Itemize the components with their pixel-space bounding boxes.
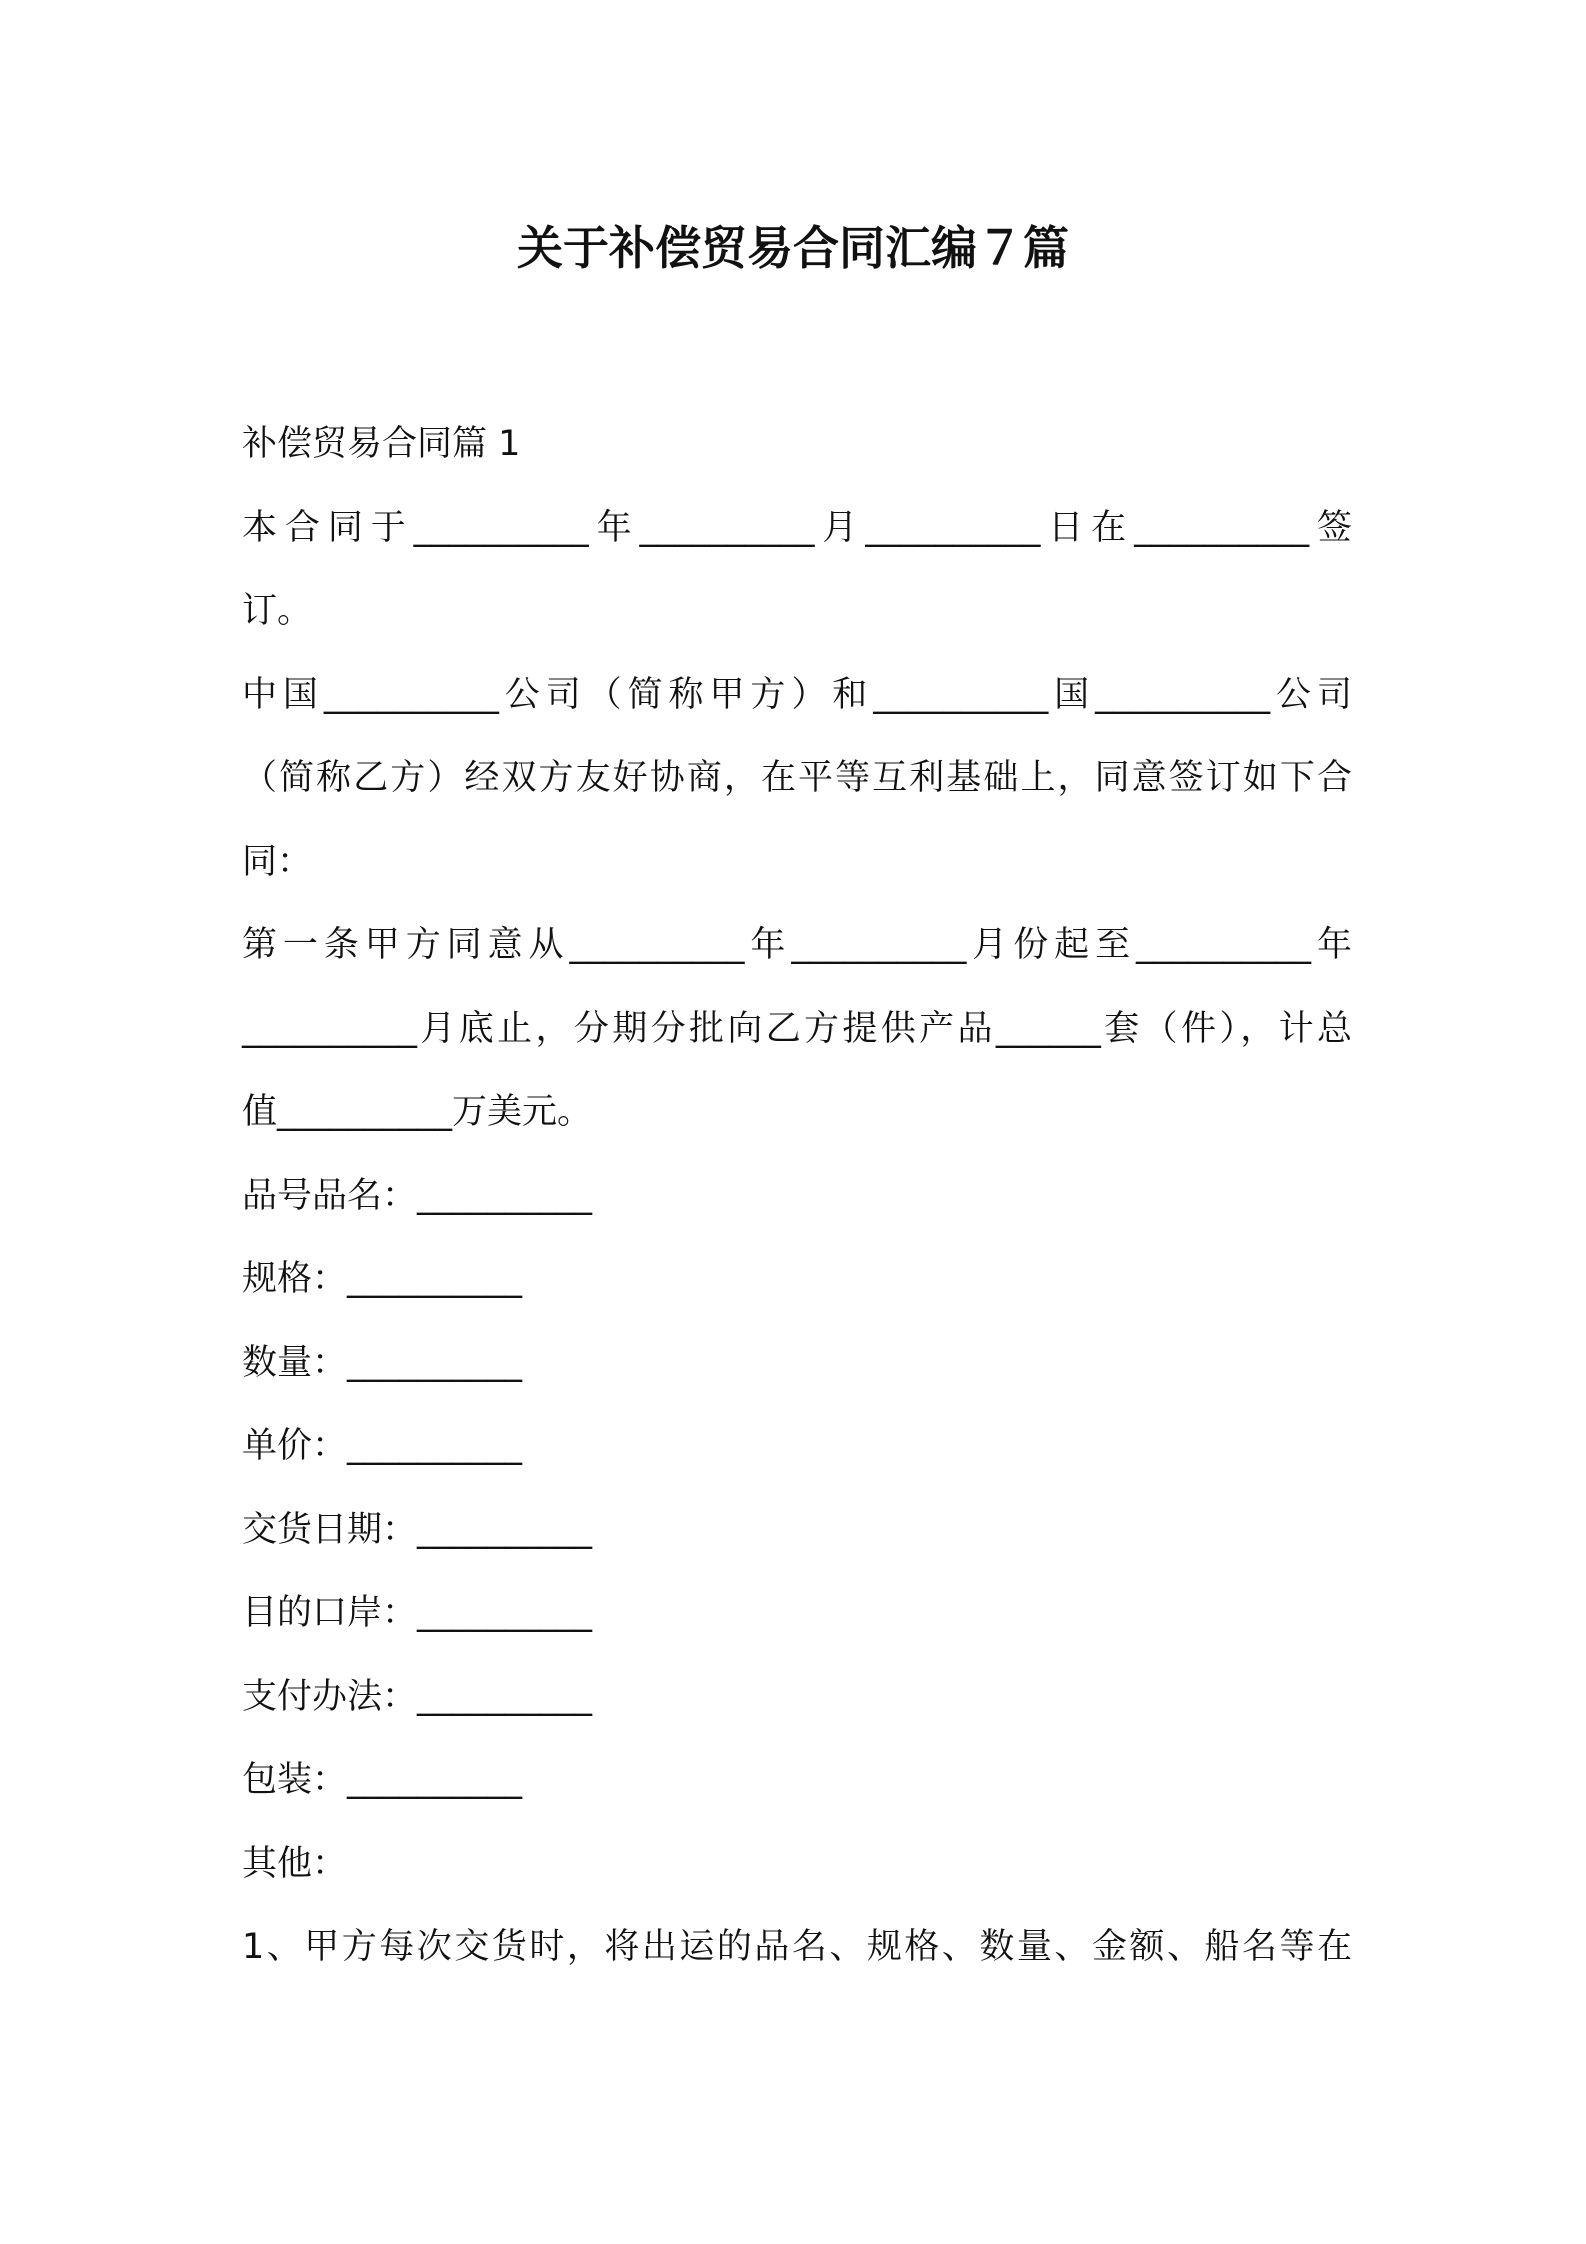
paragraph-line: 订。 (242, 591, 313, 631)
paragraph-line: 值__________万美元。 (242, 1092, 593, 1132)
form-field-quantity: 数量：__________ (242, 1342, 523, 1383)
form-field-delivery-date: 交货日期：__________ (242, 1509, 593, 1550)
paragraph-line: 中国__________公司（简称甲方）和__________国__________公司 (242, 674, 1352, 715)
section-heading: 补偿贸易合同篇 1 (242, 424, 521, 464)
form-field-spec: 规格：__________ (242, 1259, 523, 1299)
paragraph-line: 本合同于__________年__________月__________日在__________签 (242, 507, 1352, 548)
form-field-other: 其他： (242, 1843, 348, 1884)
form-field-packing: 包装：__________ (242, 1760, 523, 1800)
document-body (242, 403, 1352, 1990)
paragraph-line: 同： (242, 841, 313, 882)
form-field-unit-price: 单价：__________ (242, 1426, 523, 1466)
form-field-product-name: 品号品名：__________ (242, 1175, 593, 1216)
form-field-payment-method: 支付办法：__________ (242, 1676, 593, 1717)
paragraph-line: __________月底止，分期分批向乙方提供产品______套（件），计总 (242, 1008, 1352, 1049)
paragraph-line: （简称乙方）经双方友好协商，在平等互利基础上，同意签订如下合 (242, 758, 1352, 798)
paragraph-line: 1、甲方每次交货时，将出运的品名、规格、数量、金额、船名等在 (242, 1927, 1352, 1967)
form-field-destination-port: 目的口岸：__________ (242, 1593, 593, 1633)
paragraph-line: 第一条甲方同意从__________年__________月份起至__________年 (242, 925, 1352, 965)
document-title: 关于补偿贸易合同汇编７篇 (517, 221, 1069, 275)
